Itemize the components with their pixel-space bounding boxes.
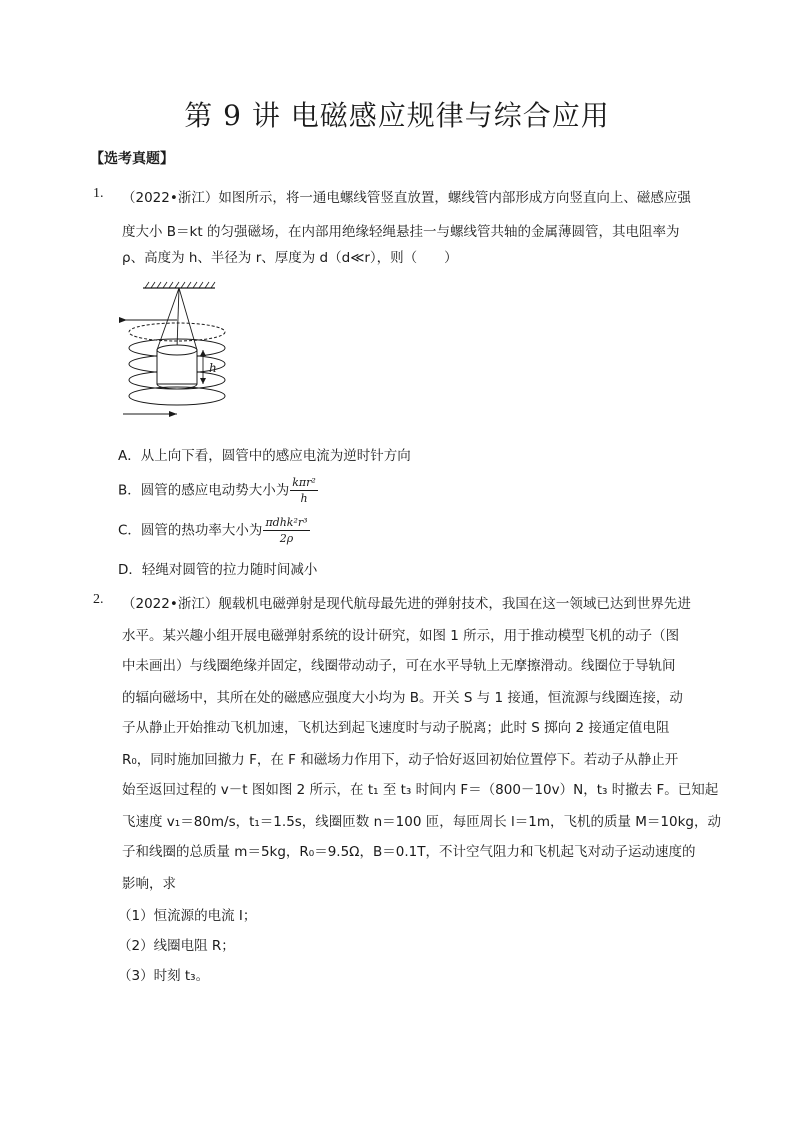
option-d: D．轻绳对圆管的拉力随时间减小 (118, 562, 318, 578)
option-c-numerator: πdhk²r³ (265, 516, 308, 529)
section-heading: 【选考真题】 (90, 151, 174, 167)
option-b (118, 476, 318, 505)
option-b-denominator: h (300, 492, 308, 505)
question-2-line-2: 水平。某兴趣小组开展电磁弹射系统的设计研究，如图 1 所示，用于推动模型飞机的动子（图 (122, 628, 680, 644)
question-2-line-4: 的辐向磁场中，其所在处的磁感应强度大小均为 B。开关 S 与 1 接通，恒流源与线圈连接，动 (122, 690, 683, 706)
height-label: h (209, 361, 217, 375)
question-2-line-3: 中未画出）与线圈绝缘并固定，线圈带动动子，可在水平导轨上无摩擦滑动。线圈位于导轨间 (122, 658, 676, 674)
option-c-fraction (263, 516, 309, 545)
option-b-numerator: kπr² (292, 476, 316, 489)
question-2-line-6: R₀，同时施加回撤力 F，在 F 和磁场力作用下，动子恰好返回初始位置停下。若动子从静止开 (122, 752, 679, 768)
question-1-number: 1. (93, 186, 104, 201)
option-c-text: C．圆管的热功率大小为 (118, 522, 263, 539)
question-1-line-2: 度大小 B＝kt 的匀强磁场，在内部用绝缘轻绳悬挂一与螺线管共轴的金属薄圆管，其电阻率为 (122, 224, 680, 240)
solenoid-figure (115, 280, 235, 424)
question-1-line-1: （2022•浙江）如图所示，将一通电螺线管竖直放置，螺线管内部形成方向竖直向上、磁感应强 (122, 190, 691, 206)
question-2-line-5: 子从静止开始推动飞机加速，飞机达到起飞速度时与动子脱离；此时 S 掷向 2 接通定值电阻 (122, 720, 670, 736)
question-2-line-1: （2022•浙江）舰载机电磁弹射是现代航母最先进的弹射技术，我国在这一领域已达到世界先进 (122, 596, 691, 612)
question-2-part-3: （3）时刻 t₃。 (118, 968, 210, 984)
question-2-line-10: 影响，求 (122, 876, 176, 892)
page-title: 第 9 讲 电磁感应规律与综合应用 (184, 99, 610, 132)
option-b-fraction (290, 476, 318, 505)
question-2-line-7: 始至返回过程的 v－t 图如图 2 所示，在 t₁ 至 t₃ 时间内 F＝（800－10v）N，t₃ 时撤去 F。已知起 (122, 782, 719, 798)
question-2-number: 2. (93, 592, 104, 607)
option-a: A．从上向下看，圆管中的感应电流为逆时针方向 (118, 448, 411, 464)
option-c (118, 516, 310, 545)
question-2-line-9: 子和线圈的总质量 m＝5kg，R₀＝9.5Ω，B＝0.1T，不计空气阻力和飞机起飞对动子运动速度的 (122, 844, 696, 860)
question-2-part-1: （1）恒流源的电流 I； (118, 908, 257, 924)
question-2-part-2: （2）线圈电阻 R； (118, 938, 235, 954)
option-c-denominator: 2ρ (279, 532, 294, 545)
question-1-line-3: ρ、高度为 h、半径为 r、厚度为 d（d≪r），则（ ） (122, 250, 458, 266)
option-b-text: B．圆管的感应电动势大小为 (118, 482, 290, 499)
question-2-line-8: 飞速度 v₁＝80m/s，t₁＝1.5s，线圈匝数 n＝100 匝，每匝周长 l＝1m，飞机的质量 M＝10kg，动 (122, 814, 722, 830)
